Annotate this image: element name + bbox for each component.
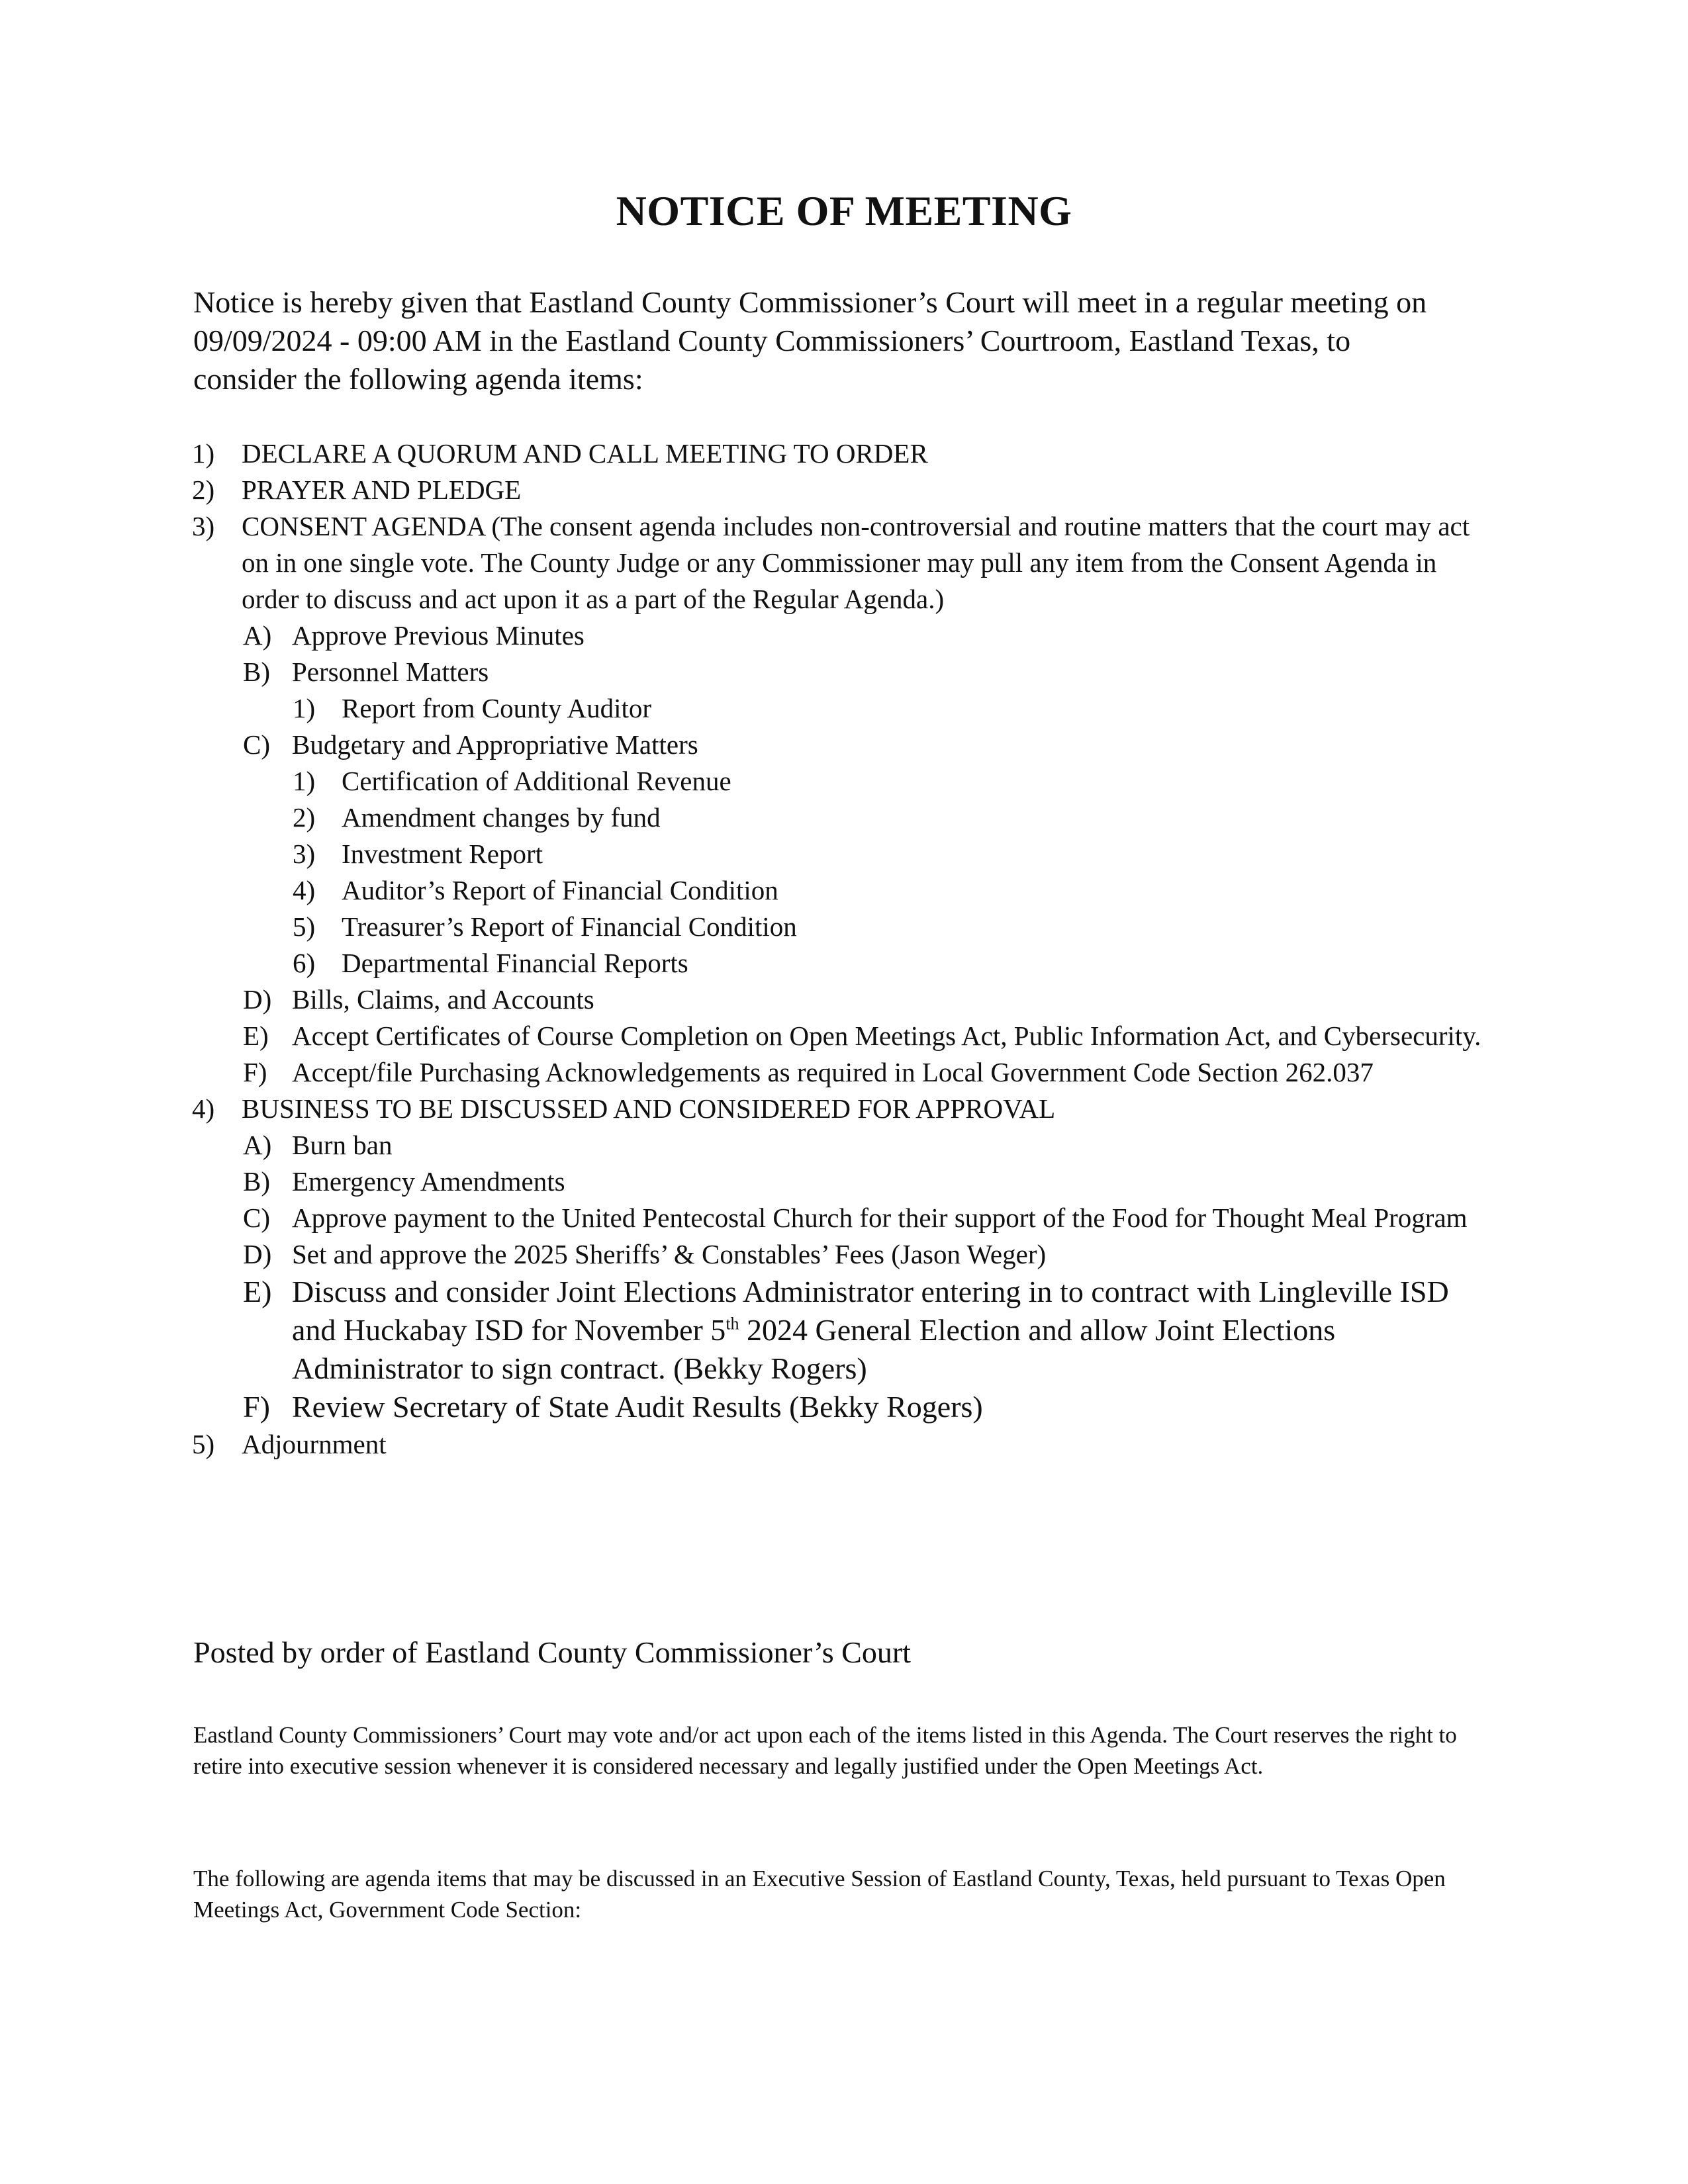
agenda-item-3a	[0, 617, 1688, 654]
item-text-part: 2024 General Election and allow Joint Elections Administrator to sign contract. (Bekky Rogers)	[292, 1313, 1336, 1385]
item-number: 4)	[293, 875, 316, 905]
item-text: Report from County Auditor	[342, 693, 652, 723]
item-number: 2)	[192, 475, 215, 505]
item-text	[292, 1273, 1483, 1388]
agenda-item-3	[0, 508, 1688, 617]
item-text: Amendment changes by fund	[342, 802, 661, 833]
agenda-item-3c2	[0, 799, 1688, 836]
executive-session-note: The following are agenda items that may be discussed in an Executive Session of Eastland County, Texas, held pursuant to Texas Open Meetings Act, Government Code Section:	[193, 1866, 1446, 1923]
item-number: 1)	[293, 766, 316, 796]
agenda-item-3b1	[0, 690, 1688, 727]
item-text: CONSENT AGENDA (The consent agenda includes non-controversial and routine matters that the court may act on in one single vote. The County Judge or any Commissioner may pull any item from the Consent Agenda in order to discuss and act upon it as a part of the Regular Agenda.)	[242, 511, 1470, 614]
item-text-part: Discuss and consider Joint Elections Administrator entering in to contract with Lingleville ISD and Huckabay ISD for November 5	[292, 1275, 1449, 1347]
agenda-item-3d	[0, 981, 1688, 1018]
court-disclaimer: Eastland County Commissioners’ Court may vote and/or act upon each of the items listed in this Agenda. The Court reserves the right to retire into executive session whenever it is considered necessary and legally justified under the Open Meetings Act.	[193, 1722, 1457, 1779]
item-letter: F)	[243, 1390, 270, 1424]
agenda-item-5	[0, 1426, 1688, 1463]
agenda-item-3c3	[0, 836, 1688, 872]
item-number: 5)	[192, 1429, 215, 1459]
item-letter: B)	[243, 657, 270, 687]
agenda-item-3c6	[0, 945, 1688, 981]
item-text: Emergency Amendments	[292, 1166, 565, 1197]
item-text: Treasurer’s Report of Financial Condition	[342, 911, 797, 942]
agenda-item-4e	[0, 1273, 1688, 1388]
item-text: Accept/file Purchasing Acknowledgements as required in Local Government Code Section 262.037	[292, 1057, 1374, 1087]
ordinal-suffix: th	[726, 1314, 739, 1334]
agenda-item-3c5	[0, 909, 1688, 945]
agenda-item-3c	[0, 727, 1688, 763]
agenda-item-3c4	[0, 872, 1688, 909]
item-text: Review Secretary of State Audit Results (Bekky Rogers)	[292, 1390, 983, 1424]
item-text: Set and approve the 2025 Sheriffs’ & Constables’ Fees (Jason Weger)	[292, 1239, 1047, 1269]
item-number: 5)	[293, 911, 316, 942]
agenda-item-1	[0, 435, 1688, 472]
item-text: Approve Previous Minutes	[292, 620, 585, 651]
item-text: Accept Certificates of Course Completion on Open Meetings Act, Public Information Act, and Cybersecurity.	[292, 1021, 1481, 1051]
item-text: Budgetary and Appropriative Matters	[292, 729, 698, 760]
item-number: 6)	[293, 948, 316, 978]
agenda-item-3e	[0, 1018, 1688, 1054]
item-text: Bills, Claims, and Accounts	[292, 984, 594, 1015]
item-letter: A)	[243, 1130, 272, 1160]
item-text: Adjournment	[242, 1429, 387, 1459]
item-letter: B)	[243, 1166, 270, 1197]
page-title: NOTICE OF MEETING	[616, 187, 1072, 234]
agenda-item-4f	[0, 1388, 1688, 1426]
agenda-item-4c	[0, 1200, 1688, 1236]
item-number: 4)	[192, 1093, 215, 1124]
item-text: Departmental Financial Reports	[342, 948, 688, 978]
item-letter: A)	[243, 620, 272, 651]
agenda-item-3f	[0, 1054, 1688, 1091]
agenda-item-4	[0, 1091, 1688, 1127]
item-text: Personnel Matters	[292, 657, 489, 687]
meeting-notice-paragraph: Notice is hereby given that Eastland County Commissioner’s Court will meet in a regular meeting on 09/09/2024 - 09:00 AM in the Eastland County Commissioners’ Courtroom, Eastland Texas, to consider the following agenda items:	[193, 285, 1427, 396]
item-text: Investment Report	[342, 839, 543, 869]
item-text: BUSINESS TO BE DISCUSSED AND CONSIDERED FOR APPROVAL	[242, 1093, 1056, 1124]
item-letter: C)	[243, 1203, 270, 1233]
agenda-item-3c1	[0, 763, 1688, 799]
item-letter: D)	[243, 984, 272, 1015]
item-letter: E)	[243, 1275, 272, 1308]
item-number: 3)	[192, 511, 215, 541]
agenda-item-2	[0, 472, 1688, 508]
agenda-item-3b	[0, 654, 1688, 690]
item-text: Certification of Additional Revenue	[342, 766, 731, 796]
item-number: 2)	[293, 802, 316, 833]
item-letter: C)	[243, 729, 270, 760]
item-letter: F)	[243, 1057, 267, 1087]
item-letter: D)	[243, 1239, 272, 1269]
agenda-item-4b	[0, 1163, 1688, 1200]
item-text: PRAYER AND PLEDGE	[242, 475, 522, 505]
item-number: 1)	[293, 693, 316, 723]
item-text: Auditor’s Report of Financial Condition	[342, 875, 778, 905]
agenda-list	[0, 435, 1688, 1463]
item-number: 3)	[293, 839, 316, 869]
item-text: Approve payment to the United Pentecostal Church for their support of the Food for Thought Meal Program	[292, 1203, 1468, 1233]
item-letter: E)	[243, 1021, 269, 1051]
item-text: DECLARE A QUORUM AND CALL MEETING TO ORDER	[242, 438, 928, 469]
item-text: Burn ban	[292, 1130, 393, 1160]
item-number: 1)	[192, 438, 215, 469]
agenda-item-4a	[0, 1127, 1688, 1163]
posted-by-line: Posted by order of Eastland County Commissioner’s Court	[193, 1635, 911, 1669]
agenda-item-4d	[0, 1236, 1688, 1273]
